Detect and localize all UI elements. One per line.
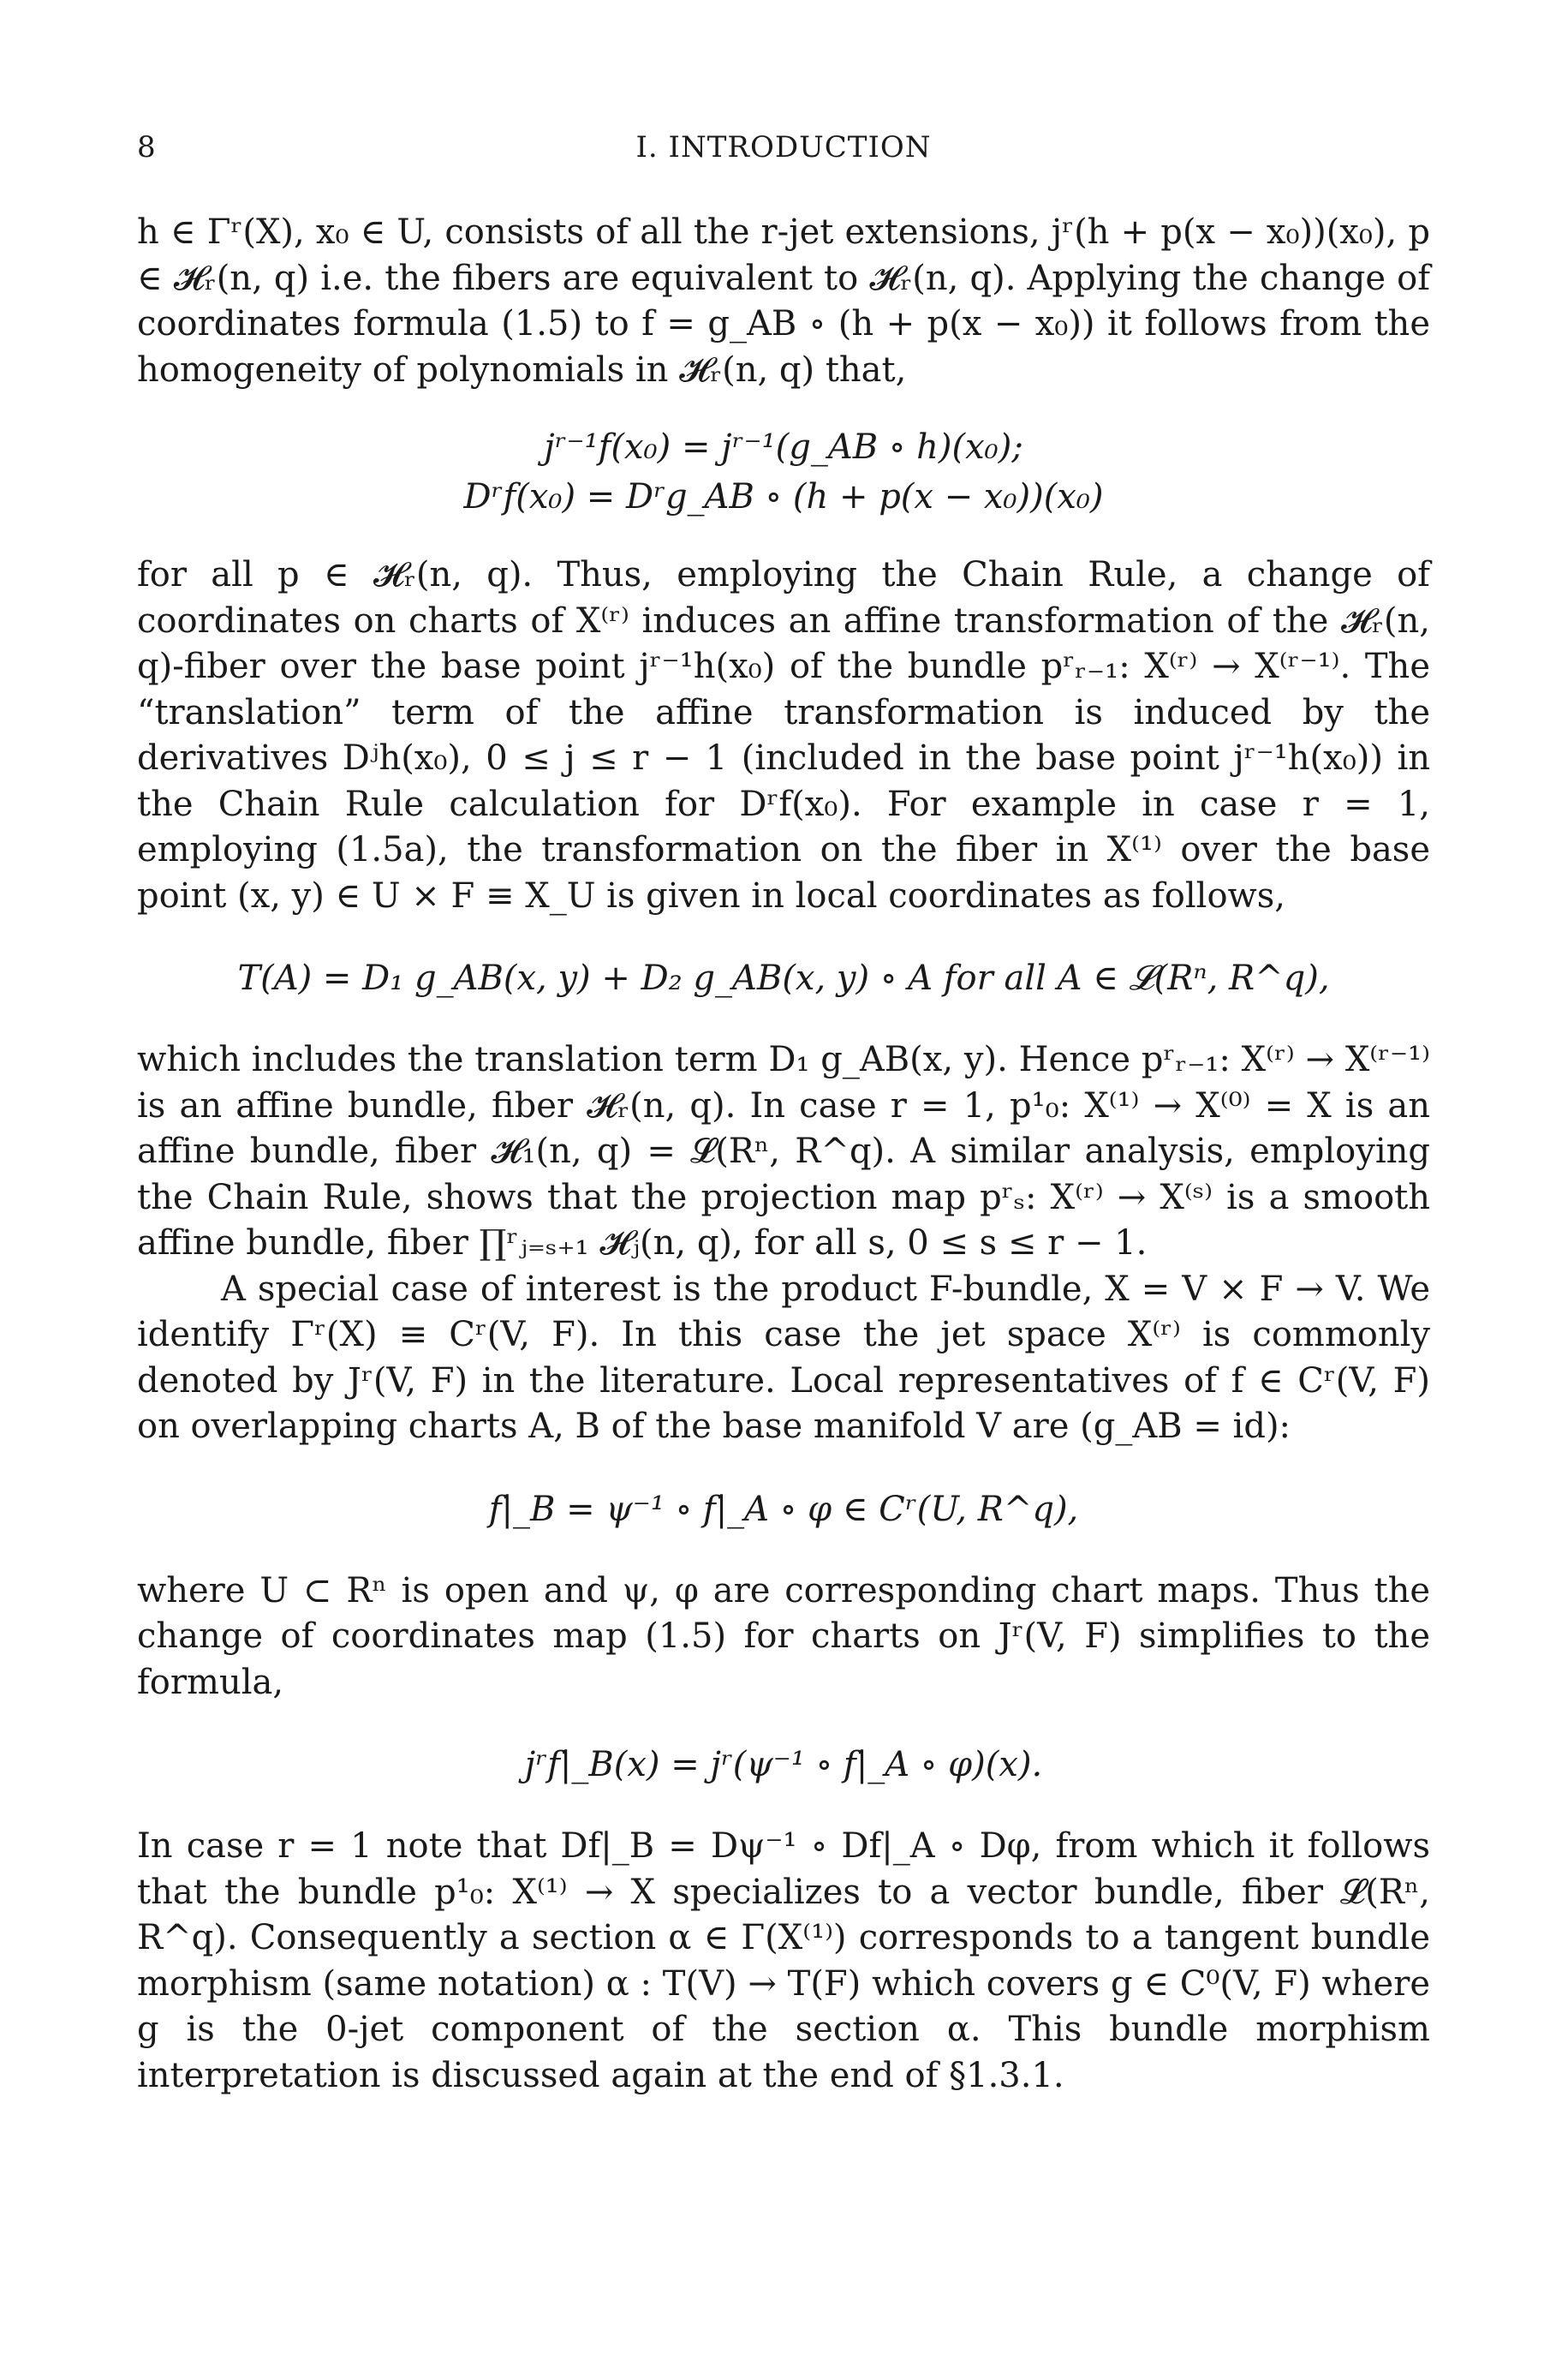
running-header bbox=[137, 130, 1430, 171]
equation-jet-formula: jʳf|_B(x) = jʳ(ψ⁻¹ ∘ f|_A ∘ φ)(x). bbox=[524, 1745, 1043, 1784]
paragraph-vector-bundle: In case r = 1 note that Df|_B = Dψ⁻¹ ∘ Df|_A ∘ Dφ, from which it follows that the bundle p¹₀: X⁽¹⁾ → X specializes to a vector bundle, fiber 𝓛(Rⁿ, R^q). Consequently a section α ∈ Γ(X⁽¹⁾) corresponds to a tangent bundle morphism (same notation) α : T(V) → T(F) which covers g ∈ C⁰(V, F) where g is the 0-jet component of the section α. This bundle morphism interpretation is discussed again at the end of §1.3.1. bbox=[137, 1826, 1430, 2095]
paragraph-affine-transformation: for all p ∈ 𝓗ᵣ(n, q). Thus, employing the Chain Rule, a change of coordinates on charts of X⁽ʳ⁾ induces an affine transformation of the 𝓗ᵣ(n, q)-fiber over the base point jʳ⁻¹h(x₀) of the bundle pʳᵣ₋₁: X⁽ʳ⁾ → X⁽ʳ⁻¹⁾. The “translation” term of the affine transformation is induced by the derivatives Dʲh(x₀), 0 ≤ j ≤ r − 1 (included in the base point jʳ⁻¹h(x₀)) in the Chain Rule calculation for Dʳf(x₀). For example in case r = 1, employing (1.5a), the transformation on the fiber in X⁽¹⁾ over the base point (x, y) ∈ U × F ≡ X_U is given in local coordinates as follows, bbox=[137, 555, 1430, 916]
equation-local-representative: f|_B = ψ⁻¹ ∘ f|_A ∘ φ ∈ Cʳ(U, R^q), bbox=[488, 1489, 1079, 1529]
paragraph-chart-maps: where U ⊂ Rⁿ is open and ψ, φ are corresponding chart maps. Thus the change of coordinates map (1.5) for charts on Jʳ(V, F) simplifies to the formula, bbox=[137, 1570, 1430, 1702]
equation-jet-relations bbox=[137, 422, 1430, 522]
page-body bbox=[137, 210, 1430, 2099]
equation-jet-line-2: Dʳf(x₀) = Dʳg_AB ∘ (h + p(x − x₀))(x₀) bbox=[463, 477, 1104, 517]
page-number: 8 bbox=[137, 130, 157, 164]
paragraph-product-bundle: A special case of interest is the product F-bundle, X = V × F → V. We identify Γʳ(X) ≡ Cʳ(V, F). In this case the jet space X⁽ʳ⁾ is commonly denoted by Jʳ(V, F) in the literature. Local representatives of f ∈ Cʳ(V, F) on overlapping charts A, B of the base manifold V are (g_AB = id): bbox=[137, 1269, 1430, 1446]
chapter-title: I. INTRODUCTION bbox=[635, 130, 932, 164]
equation-jet-line-1: jʳ⁻¹f(x₀) = jʳ⁻¹(g_AB ∘ h)(x₀); bbox=[544, 427, 1023, 467]
paragraph-fiber-description: h ∈ Γʳ(X), x₀ ∈ U, consists of all the r-jet extensions, jʳ(h + p(x − x₀))(x₀), p ∈ 𝓗ᵣ(n, q) i.e. the fibers are equivalent to 𝓗ᵣ(n, q). Applying the change of coordinates formula (1.5) to f = g_AB ∘ (h + p(x − x₀)) it follows from the homogeneity of polynomials in 𝓗ᵣ(n, q) that, bbox=[137, 212, 1430, 390]
paragraph-affine-bundle: which includes the translation term D₁ g_AB(x, y). Hence pʳᵣ₋₁: X⁽ʳ⁾ → X⁽ʳ⁻¹⁾ is an affine bundle, fiber 𝓗ᵣ(n, q). In case r = 1, p¹₀: X⁽¹⁾ → X⁽⁰⁾ = X is an affine bundle, fiber 𝓗₁(n, q) = 𝓛(Rⁿ, R^q). A similar analysis, employing the Chain Rule, shows that the projection map pʳₛ: X⁽ʳ⁾ → X⁽ˢ⁾ is a smooth affine bundle, fiber ∏ʳⱼ₌ₛ₊₁ 𝓗ⱼ(n, q), for all s, 0 ≤ s ≤ r − 1. bbox=[137, 1040, 1430, 1263]
equation-transformation: T(A) = D₁ g_AB(x, y) + D₂ g_AB(x, y) ∘ A for all A ∈ 𝓛(Rⁿ, R^q), bbox=[237, 959, 1330, 998]
